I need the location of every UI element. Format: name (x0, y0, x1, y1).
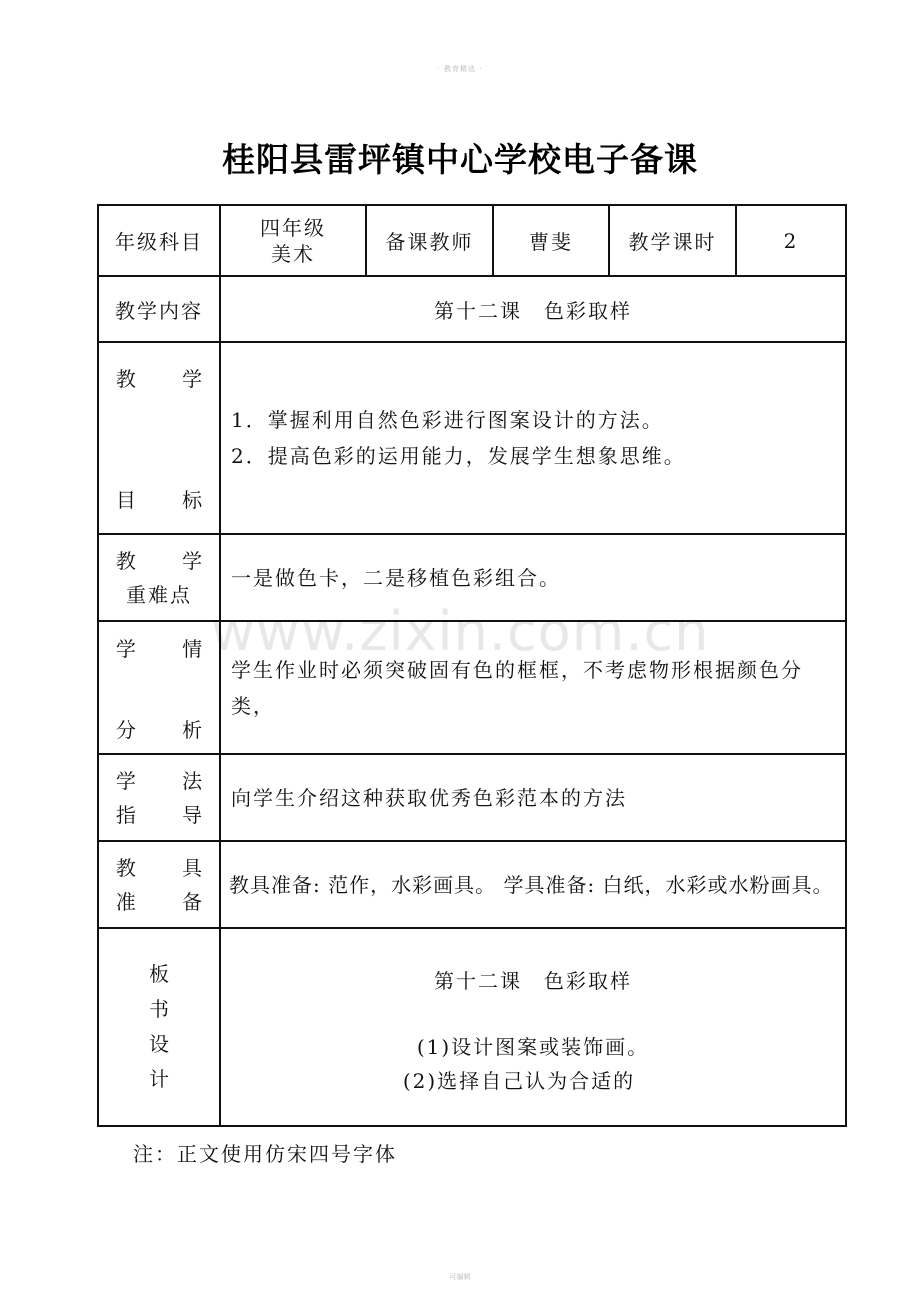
class-hours-label: 教学课时 (609, 205, 736, 276)
board-label-char: 书 (149, 997, 169, 1021)
board-label-char: 设 (149, 1032, 169, 1056)
row-objectives (98, 342, 846, 534)
tools-label-bottom: 准 备 (115, 889, 223, 914)
guidance-label-top: 学 法 (115, 768, 223, 793)
board-line: (1)设计图案或装饰画。 (416, 1035, 650, 1059)
guidance-value: 向学生介绍这种获取优秀色彩范本的方法 (220, 754, 846, 841)
footer-watermark: 可编辑 (449, 1273, 471, 1281)
row-content (98, 276, 846, 342)
board-lesson-number: 第十二课 (434, 969, 522, 993)
content-lesson-number: 第十二课 (434, 298, 522, 323)
objectives-value (220, 342, 846, 534)
grade-subject-label: 年级科目 (98, 205, 220, 276)
row-analysis (98, 621, 846, 754)
board-design-value (220, 928, 846, 1126)
guidance-label (98, 754, 223, 841)
row-grade-teacher (98, 205, 846, 276)
objectives-label-top: 教 学 (115, 367, 223, 391)
board-line: (2)选择自己认为合适的 (402, 1069, 636, 1093)
difficulty-label-top: 教 学 (115, 548, 223, 573)
content-value (220, 276, 846, 342)
tools-value: 教具准备: 范作，水彩画具。 学具准备: 白纸，水彩或水粉画具。 (220, 841, 846, 928)
site-watermark: www.zixin.com.cn (210, 600, 710, 663)
difficulty-label (98, 534, 223, 621)
board-heading (221, 965, 845, 994)
grade-value: 四年级 (260, 215, 326, 240)
objective-item: 1．掌握利用自然色彩进行图案设计的方法。 (231, 408, 664, 432)
analysis-value: 学生作业时必须突破固有色的框框，不考虑物形根据颜色分类， (220, 621, 846, 754)
lesson-plan-table (97, 204, 847, 1127)
page-title: 桂阳县雷坪镇中心学校电子备课 (222, 140, 698, 179)
analysis-label (98, 621, 223, 754)
tools-label (98, 841, 223, 928)
content-lesson-name: 色彩取样 (544, 298, 632, 323)
teacher-label: 备课教师 (366, 205, 493, 276)
subject-value: 美术 (271, 241, 315, 266)
objectives-label-bottom: 目 标 (115, 488, 223, 512)
analysis-label-bottom: 分 析 (115, 717, 223, 742)
objective-item: 2．提高色彩的运用能力，发展学生想象思维。 (231, 444, 686, 468)
tools-label-top: 教 具 (115, 855, 223, 880)
objectives-label (98, 342, 223, 534)
row-tools (98, 841, 846, 928)
board-label-char: 板 (149, 962, 169, 986)
font-note: 注：正文使用仿宋四号字体 (133, 1142, 397, 1166)
difficulty-label-bottom: 重难点 (126, 582, 192, 607)
board-lesson-name: 色彩取样 (544, 969, 632, 993)
teacher-value: 曹斐 (493, 205, 609, 276)
guidance-label-bottom: 指 导 (115, 802, 223, 827)
header-watermark: · 教育精选 · (437, 65, 483, 73)
class-hours-value: 2 (736, 205, 846, 276)
row-difficulty (98, 534, 846, 621)
difficulty-value: 一是做色卡，二是移植色彩组合。 (220, 534, 846, 621)
board-label-char: 计 (149, 1067, 169, 1091)
row-guidance (98, 754, 846, 841)
grade-subject-value (220, 205, 366, 276)
content-label: 教学内容 (98, 276, 220, 342)
analysis-label-top: 学 情 (115, 636, 223, 661)
row-board-design (98, 928, 846, 1126)
